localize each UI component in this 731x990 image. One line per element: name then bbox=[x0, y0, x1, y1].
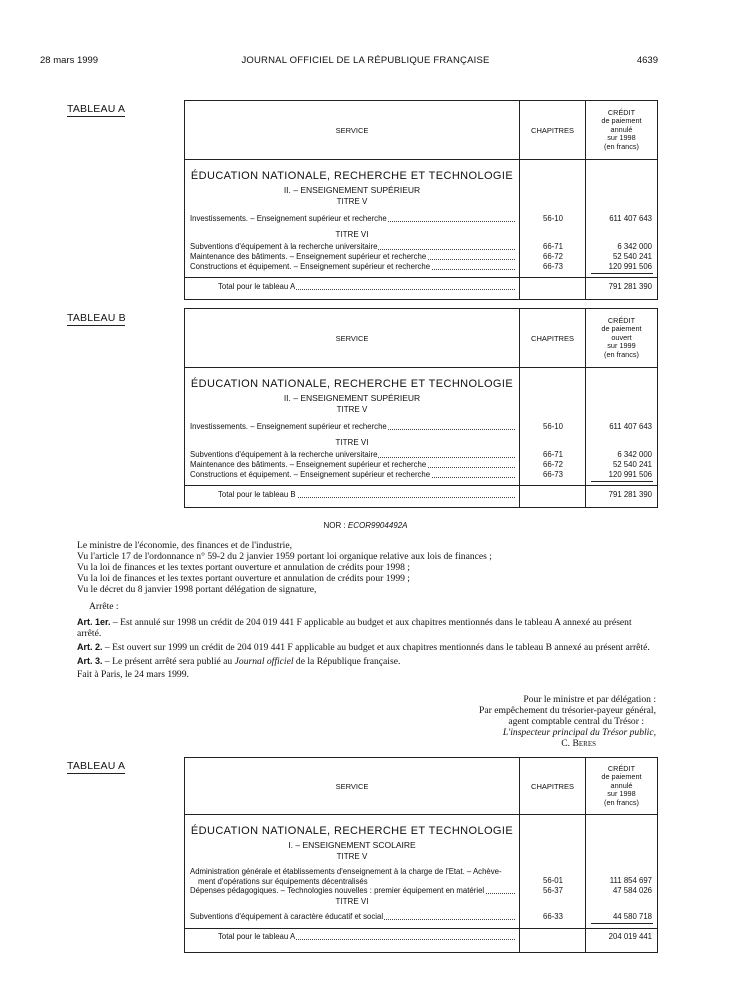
chapter-value: 66-33 bbox=[543, 912, 563, 921]
section-title: II. – ENSEIGNEMENT SUPÉRIEUR bbox=[283, 185, 421, 195]
signature-line: L'inspecteur principal du Trésor public, bbox=[502, 727, 656, 738]
sum-rule bbox=[591, 481, 653, 482]
total-row: Total pour le tableau A bbox=[218, 282, 515, 292]
total-separator bbox=[185, 485, 657, 486]
sum-rule bbox=[591, 923, 653, 924]
chapter-value: 56-10 bbox=[543, 422, 563, 431]
credit-value: 52 540 241 bbox=[612, 252, 652, 261]
article-3: Art. 3. – Le présent arrêté sera publié au Journal officiel de la République française. bbox=[77, 656, 401, 667]
total-separator bbox=[185, 277, 657, 278]
visa-line: Le ministre de l'économie, des finances et de l'industrie, bbox=[77, 540, 292, 551]
table1 bbox=[184, 100, 658, 300]
titre-vi: TITRE VI bbox=[335, 438, 369, 447]
col-header-chapitres: CHAPITRES bbox=[520, 101, 586, 159]
chapter-value: 66-71 bbox=[543, 450, 563, 459]
credit-value: 611 407 643 bbox=[609, 214, 652, 223]
col-header-service: SERVICE bbox=[185, 101, 520, 159]
col-header-credit: CRÉDIT de paiement annulé sur 1998 (en francs) bbox=[601, 763, 642, 807]
total-value: 791 281 390 bbox=[608, 490, 652, 499]
table-row: Administration générale et établissements d'enseignement à la charge de l'Etat. – Achève- ment d'opérations sur équipements décentralisés bbox=[190, 867, 502, 886]
table-row: Subventions d'équipement à la recherche universitaire bbox=[190, 450, 515, 460]
section-title: I. – ENSEIGNEMENT SCOLAIRE bbox=[288, 840, 416, 850]
credit-value: 6 342 000 bbox=[617, 242, 652, 251]
nor-code: ECOR9904492A bbox=[347, 521, 408, 530]
section-title: II. – ENSEIGNEMENT SUPÉRIEUR bbox=[283, 393, 421, 403]
chapter-value: 66-73 bbox=[543, 470, 563, 479]
signature-line: agent comptable central du Trésor : bbox=[508, 716, 644, 727]
table-row: Investissements. – Enseignement supérieur et recherche bbox=[190, 422, 515, 432]
total-row: Total pour le tableau B bbox=[218, 490, 515, 500]
table-row: Subventions d'équipement à caractère éducatif et social bbox=[190, 912, 515, 922]
chapter-value: 66-72 bbox=[543, 252, 563, 261]
credit-value: 52 540 241 bbox=[612, 460, 652, 469]
table1-label: TABLEAU A bbox=[67, 103, 126, 115]
total-value: 204 019 441 bbox=[608, 932, 652, 941]
chapter-value: 66-71 bbox=[543, 242, 563, 251]
titre-vi: TITRE VI bbox=[335, 897, 369, 906]
col-header-service: SERVICE bbox=[185, 758, 520, 814]
article-2: Art. 2. – Est ouvert sur 1999 un crédit de 204 019 441 F applicable au budget et aux chapitres mentionnés dans le tableau B annexé au présent arrêté. bbox=[77, 642, 650, 653]
total-value: 791 281 390 bbox=[608, 282, 652, 291]
signature-block bbox=[356, 694, 656, 749]
ministry-title: ÉDUCATION NATIONALE, RECHERCHE ET TECHNOLOGIE bbox=[190, 378, 514, 390]
col-header-service: SERVICE bbox=[185, 309, 520, 367]
header-date: 28 mars 1999 bbox=[40, 55, 99, 66]
page-number: 4639 bbox=[636, 55, 658, 66]
sum-rule bbox=[591, 273, 653, 274]
col-header-credit: CRÉDIT de paiement annulé sur 1998 (en francs) bbox=[601, 107, 642, 151]
signatory-name: C. Beres bbox=[561, 738, 596, 749]
table-row: Subventions d'équipement à la recherche universitaire bbox=[190, 242, 515, 252]
table-row: Dépenses pédagogiques. – Technologies nouvelles : premier équipement en matériel bbox=[190, 886, 515, 896]
table2-label: TABLEAU B bbox=[67, 312, 126, 324]
nor-reference: NOR : ECOR9904492A bbox=[323, 521, 408, 530]
arrete-line: Arrête : bbox=[89, 601, 119, 612]
table-row: Constructions et équipement. – Enseignement supérieur et recherche bbox=[190, 470, 515, 480]
table3-label: TABLEAU A bbox=[67, 760, 126, 772]
credit-value: 111 854 697 bbox=[609, 876, 652, 885]
credit-value: 6 342 000 bbox=[617, 450, 652, 459]
chapter-value: 66-72 bbox=[543, 460, 563, 469]
titre-v: TITRE V bbox=[336, 197, 368, 206]
visa-line: Vu l'article 17 de l'ordonnance n° 59-2 du 2 janvier 1959 portant loi organique relative aux lois de finances ; bbox=[77, 551, 492, 562]
decree-text bbox=[77, 540, 657, 680]
table-row: Maintenance des bâtiments. – Enseignement supérieur et recherche bbox=[190, 252, 515, 262]
titre-v: TITRE V bbox=[336, 405, 368, 414]
signature-line: Par empêchement du trésorier-payeur général, bbox=[479, 705, 656, 716]
titre-vi: TITRE VI bbox=[335, 230, 369, 239]
journal-title: JOURNAL OFFICIEL DE LA RÉPUBLIQUE FRANÇAISE bbox=[241, 55, 490, 66]
table3 bbox=[184, 757, 658, 953]
article-1: Art. 1er. – Est annulé sur 1998 un crédit de 204 019 441 F applicable au budget et aux chapitres mentionnés dans le tableau A annexé au présent arrêté. bbox=[77, 617, 632, 639]
visa-line: Vu la loi de finances et les textes portant ouverture et annulation de crédits pour 1998 ; bbox=[77, 562, 410, 573]
chapter-value: 56-01 bbox=[543, 876, 563, 885]
credit-value: 120 991 506 bbox=[608, 262, 652, 271]
visa-line: Vu la loi de finances et les textes portant ouverture et annulation de crédits pour 1999 ; bbox=[77, 573, 410, 584]
chapter-value: 56-37 bbox=[543, 886, 563, 895]
ministry-title: ÉDUCATION NATIONALE, RECHERCHE ET TECHNOLOGIE bbox=[190, 825, 514, 837]
credit-value: 47 584 026 bbox=[612, 886, 652, 895]
total-separator bbox=[185, 928, 657, 929]
total-row: Total pour le tableau A bbox=[218, 932, 515, 942]
signature-line: Pour le ministre et par délégation : bbox=[523, 694, 656, 705]
table2 bbox=[184, 308, 658, 508]
table-row: Maintenance des bâtiments. – Enseignement supérieur et recherche bbox=[190, 460, 515, 470]
col-header-chapitres: CHAPITRES bbox=[520, 758, 586, 814]
col-header-chapitres: CHAPITRES bbox=[520, 309, 586, 367]
fait-line: Fait à Paris, le 24 mars 1999. bbox=[77, 669, 189, 680]
ministry-title: ÉDUCATION NATIONALE, RECHERCHE ET TECHNOLOGIE bbox=[190, 170, 514, 182]
credit-value: 120 991 506 bbox=[608, 470, 652, 479]
credit-value: 44 580 718 bbox=[612, 912, 652, 921]
titre-v: TITRE V bbox=[336, 852, 368, 861]
table-row: Investissements. – Enseignement supérieur et recherche bbox=[190, 214, 515, 224]
col-header-credit: CRÉDIT de paiement ouvert sur 1999 (en francs) bbox=[601, 315, 642, 359]
table-row: Constructions et équipement. – Enseignement supérieur et recherche bbox=[190, 262, 515, 272]
visa-line: Vu le décret du 8 janvier 1998 portant délégation de signature, bbox=[77, 584, 317, 595]
chapter-value: 66-73 bbox=[543, 262, 563, 271]
chapter-value: 56-10 bbox=[543, 214, 563, 223]
credit-value: 611 407 643 bbox=[609, 422, 652, 431]
